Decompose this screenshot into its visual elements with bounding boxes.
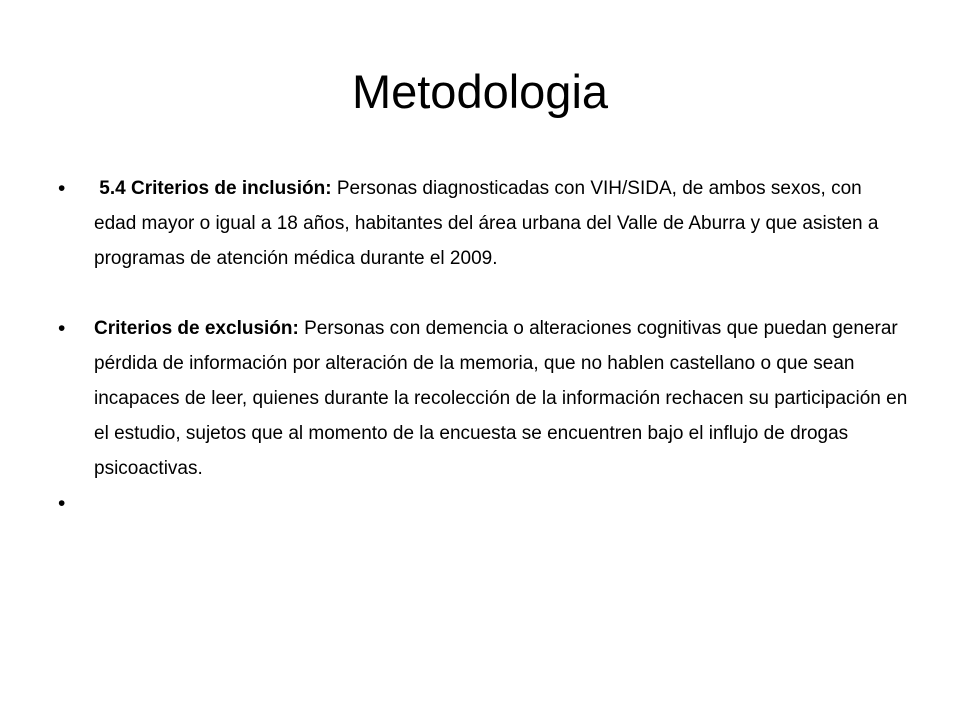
bullet-list [58,171,908,533]
bullet-body-inclusion: Personas diagnosticadas con VIH/SIDA, de ambos sexos, con edad mayor o igual a 18 años, habitantes del área urbana del Valle de Aburra y que asisten a programas de atención médica durante el 2009. [94,178,879,269]
bullet-text [94,318,907,479]
bullet-dot-icon: • [58,492,66,515]
bullet-lead-inclusion: 5.4 Criterios de inclusión: [99,178,332,199]
bullet-dot-icon: • [58,177,66,200]
bullet-lead-exclusion: Criterios de exclusión: [94,318,299,339]
bullet-body-exclusion: Personas con demencia o alteraciones cognitivas que puedan generar pérdida de información por alteración de la memoria, que no hablen castellano o que sean incapaces de leer, quienes durante la recolección de la información rechacen su participación en el estudio, sujetos que al momento de la encuesta se encuentren bajo el influjo de drogas psicoactivas. [94,318,908,479]
bullet-item-exclusion [58,311,908,486]
bullet-item-empty [58,486,908,533]
slide-title: Metodologia [351,65,609,118]
bullet-dot-icon: • [58,317,66,340]
bullet-text [94,178,878,269]
bullet-item-inclusion [58,171,908,276]
